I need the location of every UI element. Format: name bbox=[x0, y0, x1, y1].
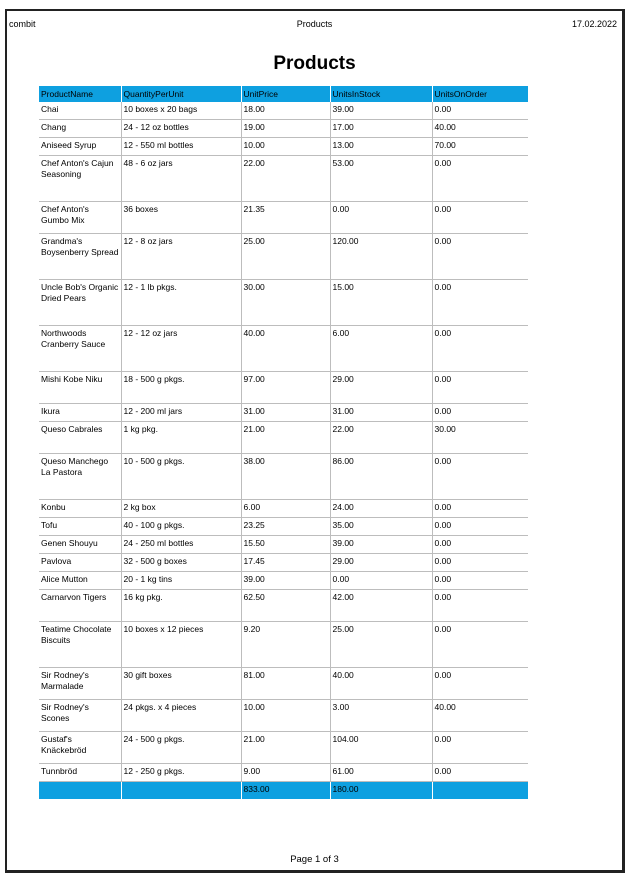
cell-unit-price: 40.00 bbox=[241, 326, 330, 372]
cell-units-in-stock: 42.00 bbox=[330, 590, 432, 622]
cell-unit-price: 19.00 bbox=[241, 120, 330, 138]
table-row bbox=[39, 700, 528, 732]
cell-unit-price: 21.00 bbox=[241, 732, 330, 764]
table-row bbox=[39, 500, 528, 518]
cell-product-name: Alice Mutton bbox=[39, 572, 121, 590]
table-row bbox=[39, 554, 528, 572]
table-row bbox=[39, 102, 528, 120]
cell-quantity-per-unit: 20 - 1 kg tins bbox=[121, 572, 241, 590]
table-row bbox=[39, 120, 528, 138]
cell-quantity-per-unit: 12 - 250 g pkgs. bbox=[121, 764, 241, 782]
table-row bbox=[39, 372, 528, 404]
cell-product-name: Tunnbröd bbox=[39, 764, 121, 782]
cell-unit-price: 38.00 bbox=[241, 454, 330, 500]
total-product-name bbox=[39, 782, 121, 800]
cell-quantity-per-unit: 12 - 12 oz jars bbox=[121, 326, 241, 372]
column-header-units-on-order: UnitsOnOrder bbox=[432, 86, 528, 102]
cell-units-in-stock: 104.00 bbox=[330, 732, 432, 764]
cell-units-in-stock: 29.00 bbox=[330, 554, 432, 572]
cell-unit-price: 23.25 bbox=[241, 518, 330, 536]
table-row bbox=[39, 326, 528, 372]
cell-units-in-stock: 0.00 bbox=[330, 572, 432, 590]
cell-quantity-per-unit: 1 kg pkg. bbox=[121, 422, 241, 454]
cell-units-in-stock: 39.00 bbox=[330, 536, 432, 554]
cell-unit-price: 17.45 bbox=[241, 554, 330, 572]
cell-product-name: Sir Rodney's Marmalade bbox=[39, 668, 121, 700]
cell-units-on-order: 40.00 bbox=[432, 120, 528, 138]
cell-unit-price: 9.00 bbox=[241, 764, 330, 782]
cell-units-in-stock: 61.00 bbox=[330, 764, 432, 782]
cell-units-on-order: 0.00 bbox=[432, 732, 528, 764]
cell-units-in-stock: 25.00 bbox=[330, 622, 432, 668]
cell-units-in-stock: 13.00 bbox=[330, 138, 432, 156]
table-row bbox=[39, 202, 528, 234]
cell-quantity-per-unit: 12 - 8 oz jars bbox=[121, 234, 241, 280]
cell-product-name: Uncle Bob's Organic Dried Pears bbox=[39, 280, 121, 326]
cell-quantity-per-unit: 10 boxes x 20 bags bbox=[121, 102, 241, 120]
cell-quantity-per-unit: 24 - 500 g pkgs. bbox=[121, 732, 241, 764]
cell-unit-price: 21.35 bbox=[241, 202, 330, 234]
cell-units-in-stock: 24.00 bbox=[330, 500, 432, 518]
cell-product-name: Queso Manchego La Pastora bbox=[39, 454, 121, 500]
total-quantity-per-unit bbox=[121, 782, 241, 800]
table-row bbox=[39, 138, 528, 156]
cell-product-name: Mishi Kobe Niku bbox=[39, 372, 121, 404]
cell-units-in-stock: 22.00 bbox=[330, 422, 432, 454]
cell-unit-price: 18.00 bbox=[241, 102, 330, 120]
cell-units-on-order: 0.00 bbox=[432, 764, 528, 782]
cell-units-in-stock: 3.00 bbox=[330, 700, 432, 732]
cell-unit-price: 31.00 bbox=[241, 404, 330, 422]
table-row bbox=[39, 280, 528, 326]
cell-unit-price: 6.00 bbox=[241, 500, 330, 518]
cell-unit-price: 97.00 bbox=[241, 372, 330, 404]
cell-units-on-order: 30.00 bbox=[432, 422, 528, 454]
table-row bbox=[39, 732, 528, 764]
table-header-row bbox=[39, 86, 528, 102]
cell-quantity-per-unit: 24 - 250 ml bottles bbox=[121, 536, 241, 554]
cell-units-on-order: 0.00 bbox=[432, 372, 528, 404]
cell-units-on-order: 0.00 bbox=[432, 234, 528, 280]
cell-units-in-stock: 53.00 bbox=[330, 156, 432, 202]
cell-product-name: Teatime Chocolate Biscuits bbox=[39, 622, 121, 668]
cell-units-on-order: 0.00 bbox=[432, 590, 528, 622]
cell-product-name: Aniseed Syrup bbox=[39, 138, 121, 156]
cell-units-on-order: 0.00 bbox=[432, 404, 528, 422]
cell-product-name: Carnarvon Tigers bbox=[39, 590, 121, 622]
cell-units-on-order: 0.00 bbox=[432, 280, 528, 326]
cell-product-name: Northwoods Cranberry Sauce bbox=[39, 326, 121, 372]
cell-units-on-order: 0.00 bbox=[432, 500, 528, 518]
cell-units-in-stock: 120.00 bbox=[330, 234, 432, 280]
page-number: Page 1 of 3 bbox=[290, 854, 339, 865]
table-row bbox=[39, 234, 528, 280]
cell-product-name: Konbu bbox=[39, 500, 121, 518]
cell-product-name: Chef Anton's Cajun Seasoning bbox=[39, 156, 121, 202]
cell-units-on-order: 0.00 bbox=[432, 326, 528, 372]
cell-quantity-per-unit: 24 - 12 oz bottles bbox=[121, 120, 241, 138]
cell-units-in-stock: 0.00 bbox=[330, 202, 432, 234]
report-title: Products bbox=[273, 53, 356, 74]
cell-unit-price: 25.00 bbox=[241, 234, 330, 280]
cell-unit-price: 9.20 bbox=[241, 622, 330, 668]
table-row bbox=[39, 536, 528, 554]
cell-units-on-order: 0.00 bbox=[432, 572, 528, 590]
cell-units-in-stock: 86.00 bbox=[330, 454, 432, 500]
report-page bbox=[5, 9, 625, 873]
cell-units-in-stock: 40.00 bbox=[330, 668, 432, 700]
cell-units-on-order: 0.00 bbox=[432, 156, 528, 202]
products-table bbox=[39, 86, 528, 799]
total-units-in-stock: 180.00 bbox=[330, 782, 432, 800]
table-row bbox=[39, 764, 528, 782]
cell-quantity-per-unit: 36 boxes bbox=[121, 202, 241, 234]
cell-unit-price: 39.00 bbox=[241, 572, 330, 590]
column-header-unit-price: UnitPrice bbox=[241, 86, 330, 102]
cell-product-name: Queso Cabrales bbox=[39, 422, 121, 454]
cell-unit-price: 62.50 bbox=[241, 590, 330, 622]
cell-unit-price: 21.00 bbox=[241, 422, 330, 454]
total-units-on-order bbox=[432, 782, 528, 800]
cell-units-in-stock: 39.00 bbox=[330, 102, 432, 120]
cell-product-name: Grandma's Boysenberry Spread bbox=[39, 234, 121, 280]
totals-row bbox=[39, 782, 528, 800]
total-unit-price: 833.00 bbox=[241, 782, 330, 800]
column-header-quantity-per-unit: QuantityPerUnit bbox=[121, 86, 241, 102]
cell-units-in-stock: 31.00 bbox=[330, 404, 432, 422]
table-row bbox=[39, 454, 528, 500]
cell-units-in-stock: 17.00 bbox=[330, 120, 432, 138]
table-row bbox=[39, 622, 528, 668]
cell-units-in-stock: 35.00 bbox=[330, 518, 432, 536]
cell-unit-price: 10.00 bbox=[241, 138, 330, 156]
cell-units-on-order: 0.00 bbox=[432, 536, 528, 554]
header-report-name: Products bbox=[296, 19, 333, 29]
cell-units-on-order: 0.00 bbox=[432, 102, 528, 120]
cell-quantity-per-unit: 12 - 550 ml bottles bbox=[121, 138, 241, 156]
cell-units-on-order: 0.00 bbox=[432, 668, 528, 700]
cell-quantity-per-unit: 10 boxes x 12 pieces bbox=[121, 622, 241, 668]
cell-units-on-order: 40.00 bbox=[432, 700, 528, 732]
cell-quantity-per-unit: 48 - 6 oz jars bbox=[121, 156, 241, 202]
cell-quantity-per-unit: 18 - 500 g pkgs. bbox=[121, 372, 241, 404]
cell-unit-price: 15.50 bbox=[241, 536, 330, 554]
cell-unit-price: 30.00 bbox=[241, 280, 330, 326]
cell-units-on-order: 0.00 bbox=[432, 518, 528, 536]
table-row bbox=[39, 668, 528, 700]
cell-product-name: Tofu bbox=[39, 518, 121, 536]
cell-quantity-per-unit: 12 - 1 lb pkgs. bbox=[121, 280, 241, 326]
cell-unit-price: 22.00 bbox=[241, 156, 330, 202]
cell-product-name: Sir Rodney's Scones bbox=[39, 700, 121, 732]
cell-product-name: Pavlova bbox=[39, 554, 121, 572]
cell-product-name: Chef Anton's Gumbo Mix bbox=[39, 202, 121, 234]
cell-quantity-per-unit: 24 pkgs. x 4 pieces bbox=[121, 700, 241, 732]
cell-units-on-order: 0.00 bbox=[432, 622, 528, 668]
cell-quantity-per-unit: 32 - 500 g boxes bbox=[121, 554, 241, 572]
cell-units-in-stock: 29.00 bbox=[330, 372, 432, 404]
cell-quantity-per-unit: 10 - 500 g pkgs. bbox=[121, 454, 241, 500]
header-company: combit bbox=[9, 19, 36, 29]
column-header-units-in-stock: UnitsInStock bbox=[330, 86, 432, 102]
cell-product-name: Ikura bbox=[39, 404, 121, 422]
cell-unit-price: 81.00 bbox=[241, 668, 330, 700]
cell-quantity-per-unit: 12 - 200 ml jars bbox=[121, 404, 241, 422]
cell-units-on-order: 70.00 bbox=[432, 138, 528, 156]
table-row bbox=[39, 590, 528, 622]
cell-product-name: Chai bbox=[39, 102, 121, 120]
cell-units-on-order: 0.00 bbox=[432, 202, 528, 234]
cell-product-name: Chang bbox=[39, 120, 121, 138]
cell-unit-price: 10.00 bbox=[241, 700, 330, 732]
cell-quantity-per-unit: 2 kg box bbox=[121, 500, 241, 518]
cell-units-in-stock: 6.00 bbox=[330, 326, 432, 372]
cell-product-name: Genen Shouyu bbox=[39, 536, 121, 554]
cell-product-name: Gustaf's Knäckebröd bbox=[39, 732, 121, 764]
header-date: 17.02.2022 bbox=[571, 19, 617, 29]
table-row bbox=[39, 156, 528, 202]
cell-units-in-stock: 15.00 bbox=[330, 280, 432, 326]
table-row bbox=[39, 404, 528, 422]
column-header-product-name: ProductName bbox=[39, 86, 121, 102]
cell-quantity-per-unit: 30 gift boxes bbox=[121, 668, 241, 700]
cell-quantity-per-unit: 40 - 100 g pkgs. bbox=[121, 518, 241, 536]
cell-units-on-order: 0.00 bbox=[432, 554, 528, 572]
table-row bbox=[39, 518, 528, 536]
cell-units-on-order: 0.00 bbox=[432, 454, 528, 500]
table-row bbox=[39, 422, 528, 454]
table-row bbox=[39, 572, 528, 590]
cell-quantity-per-unit: 16 kg pkg. bbox=[121, 590, 241, 622]
